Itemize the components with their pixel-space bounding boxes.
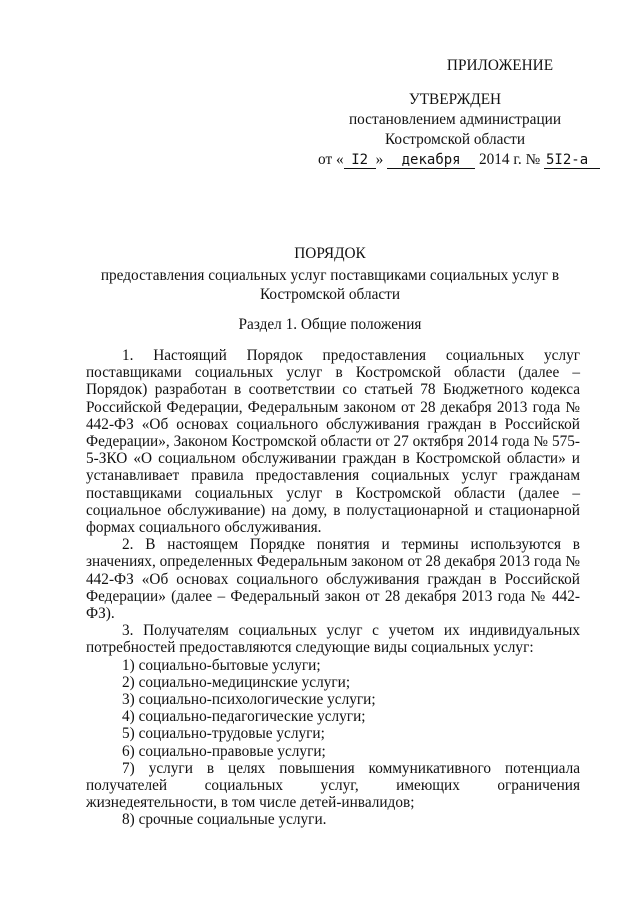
paragraph-2: 2. В настоящем Порядке понятия и термины используются в значениях, определенных Федеральным законом от 28 декабря 2013 года № 442-ФЗ «Об основах социального обслуживания граждан в Российской Федерации» (далее – Федеральный закон от 28 декабря 2013 года № 442-ФЗ). [86,536,580,623]
list-item: 7) услуги в целях повышения коммуникативного потенциала получателей социальных услуг, имеющих ограничения жизнедеятельности, в том числе детей-инвалидов; [86,759,580,812]
document-title: ПОРЯДОК [294,245,366,262]
date-month: декабря [387,152,475,169]
approval-line-2: Костромской области [384,131,526,148]
approval-line-1: постановлением администрации [348,111,562,128]
paragraph-1: 1. Настоящий Порядок предоставления социальных услуг поставщиками социальных услуг в Костромской области (далее – Порядок) разработан в соответствии со статьей 78 Бюджетного кодекса Российской Федерации, Федеральным законом от 28 декабря 2013 года № 442-ФЗ «Об основах социального обслуживания граждан в Российской Федерации», Законом Костромской области от 27 октября 2014 года № 575-5-ЗКО «О социальном обслуживании граждан в Костромской области» и устанавливает правила предоставления социальных услуг гражданам поставщиками социальных услуг в Костромской области (далее – социальное обслуживание) на дому, в полустационарной и стационарной формах социального обслуживания. [86,347,580,537]
date-day: I2 [344,152,376,169]
document-subtitle: предоставления социальных услуг поставщиками социальных услуг в Костромской области [100,267,560,303]
title-block [60,244,600,304]
date-mid: » [375,151,384,168]
list-item: 2) социально-медицинские услуги; [122,673,351,691]
section-heading: Раздел 1. Общие положения [238,316,422,333]
list-item: 4) социально-педагогические услуги; [122,708,366,726]
date-prefix: от « [318,151,344,168]
list-item: 6) социально-правовые услуги; [122,742,326,760]
document-number: 5I2-а [544,152,600,169]
appendix-label: ПРИЛОЖЕНИЕ [446,57,554,74]
date-year: 2014 г. № [478,151,541,168]
paragraph-3: 3. Получателям социальных услуг с учетом их индивидуальных потребностей предоставляются следующие виды социальных услуг: [86,622,580,657]
list-item: 1) социально-бытовые услуги; [122,656,321,674]
approval-date-line [318,150,600,169]
document-body [86,347,580,829]
approved-label: УТВЕРЖДЕН [408,91,502,108]
list-item: 8) срочные социальные услуги. [122,811,327,829]
list-item: 3) социально-психологические услуги; [122,691,376,709]
list-item: 5) социально-трудовые услуги; [122,725,325,743]
